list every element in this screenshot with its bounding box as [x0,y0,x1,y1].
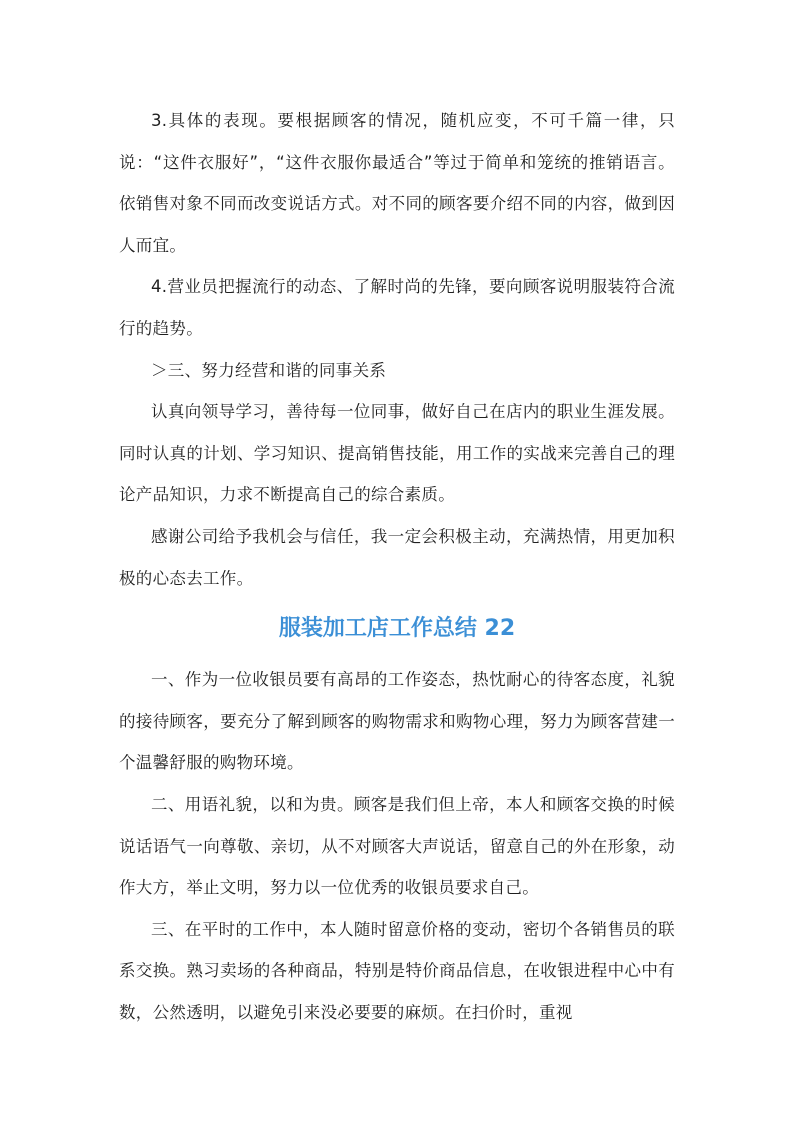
paragraph-price-changes: 三、在平时的工作中，本人随时留意价格的变动，密切个各销售员的联系交换。熟习卖场的各种商品，特别是特价商品信息，在收银进程中心中有数，公然透明，以避免引来没必要要的麻烦。在扫价时，重视 [119,919,675,1022]
section-heading-colleague-relations: ＞三、努力经营和谐的同事关系 [151,360,387,380]
document-page [119,100,675,1033]
document-title: 服装加工店工作总结 22 [278,616,516,642]
paragraph-fashion-trends: 4.营业员把握流行的动态、了解时尚的先锋，要向顾客说明服装符合流行的趋势。 [119,277,675,338]
paragraph-learn-from-leaders: 认真向领导学习，善待每一位同事，做好自己在店内的职业生涯发展。同时认真的计划、学习知识、提高销售技能，用工作的实战来完善自己的理论产品知识，力求不断提高自己的综合素质。 [119,402,675,505]
paragraph-cashier-attitude: 一、作为一位收银员要有高昂的工作姿态，热忱耐心的待客态度，礼貌的接待顾客，要充分了解到顾客的购物需求和购物心理，努力为顾客营建一个温馨舒服的购物环境。 [119,670,675,773]
paragraph-specific-performance: 3.具体的表现。要根据顾客的情况，随机应变，不可千篇一律，只说：“这件衣服好”，“这件衣服你最适合”等过于简单和笼统的推销语言。依销售对象不同而改变说话方式。对不同的顾客要介绍不同的内容，做到因人而宜。 [119,111,675,255]
paragraph-thanks: 感谢公司给予我机会与信任，我一定会积极主动，充满热情，用更加积极的心态去工作。 [119,526,675,588]
paragraph-polite-language: 二、用语礼貌，以和为贵。顾客是我们但上帝，本人和顾客交换的时候说话语气一向尊敬、亲切，从不对顾客大声说话，留意自己的外在形象，动作大方，举止文明，努力以一位优秀的收银员要求自己。 [119,794,675,898]
